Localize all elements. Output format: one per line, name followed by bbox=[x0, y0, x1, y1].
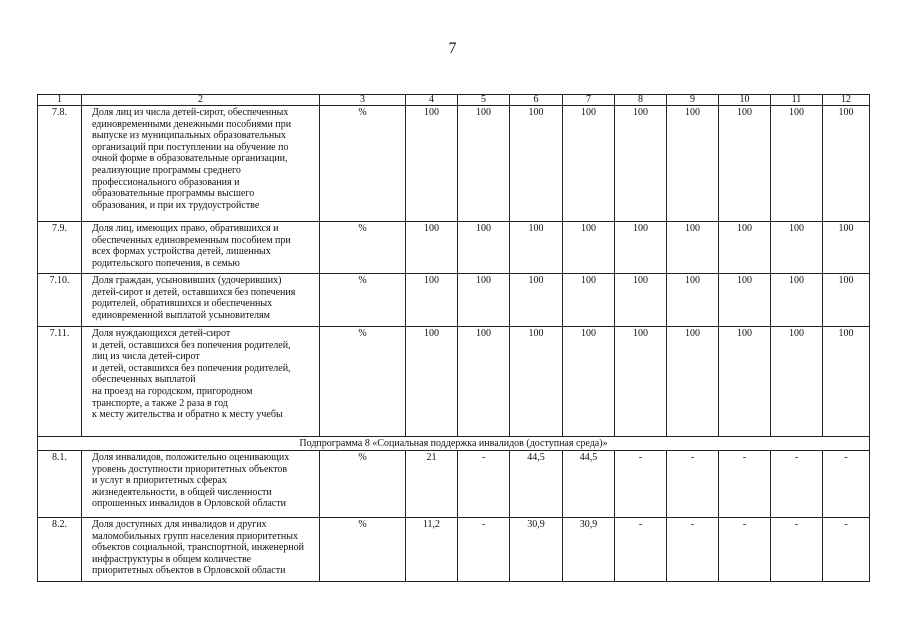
value-cell: 100 bbox=[823, 274, 870, 327]
indicators-table bbox=[37, 94, 870, 582]
value-cell: 100 bbox=[510, 327, 563, 437]
value-cell: - bbox=[615, 451, 667, 518]
row-number: 8.1. bbox=[38, 451, 82, 518]
value-cell: 100 bbox=[615, 327, 667, 437]
unit-cell: % bbox=[320, 451, 406, 518]
column-number: 7 bbox=[563, 95, 615, 106]
value-cell: 100 bbox=[615, 106, 667, 222]
value-cell: 100 bbox=[823, 106, 870, 222]
value-cell: 100 bbox=[406, 106, 458, 222]
value-cell: 100 bbox=[771, 327, 823, 437]
value-cell: 100 bbox=[510, 274, 563, 327]
column-number-header-row bbox=[38, 95, 870, 106]
column-number: 10 bbox=[719, 95, 771, 106]
column-number: 6 bbox=[510, 95, 563, 106]
column-number: 1 bbox=[38, 95, 82, 106]
row-number: 7.11. bbox=[38, 327, 82, 437]
value-cell: - bbox=[458, 518, 510, 582]
value-cell: 30,9 bbox=[510, 518, 563, 582]
value-cell: 100 bbox=[406, 274, 458, 327]
indicator-text: Доля лиц из числа детей-сирот, обеспеченных единовременными денежными пособиями при выпуске из муниципальных образовательных организаций при поступлении на обучение по очной форме в образовательные организации, реализующие программы среднего профессионального образования и образовательные программы высшего образования, и при их трудоустройстве bbox=[82, 106, 320, 222]
table-row bbox=[38, 518, 870, 582]
table-row bbox=[38, 274, 870, 327]
value-cell: - bbox=[458, 451, 510, 518]
row-number: 7.8. bbox=[38, 106, 82, 222]
column-number: 9 bbox=[667, 95, 719, 106]
value-cell: 44,5 bbox=[563, 451, 615, 518]
value-cell: - bbox=[719, 518, 771, 582]
table-row bbox=[38, 106, 870, 222]
value-cell: 100 bbox=[563, 274, 615, 327]
value-cell: 100 bbox=[563, 327, 615, 437]
value-cell: - bbox=[823, 451, 870, 518]
value-cell: 100 bbox=[823, 222, 870, 274]
column-number: 4 bbox=[406, 95, 458, 106]
value-cell: 100 bbox=[719, 106, 771, 222]
unit-cell: % bbox=[320, 327, 406, 437]
row-number: 7.9. bbox=[38, 222, 82, 274]
value-cell: 11,2 bbox=[406, 518, 458, 582]
value-cell: 100 bbox=[458, 274, 510, 327]
value-cell: 100 bbox=[823, 327, 870, 437]
value-cell: 100 bbox=[771, 274, 823, 327]
value-cell: 100 bbox=[458, 106, 510, 222]
column-number: 11 bbox=[771, 95, 823, 106]
row-number: 7.10. bbox=[38, 274, 82, 327]
value-cell: - bbox=[771, 451, 823, 518]
subprogram-header-row bbox=[38, 437, 870, 451]
value-cell: 100 bbox=[667, 327, 719, 437]
value-cell: 100 bbox=[406, 222, 458, 274]
value-cell: 100 bbox=[615, 274, 667, 327]
column-number: 2 bbox=[82, 95, 320, 106]
value-cell: 100 bbox=[563, 106, 615, 222]
value-cell: 100 bbox=[510, 222, 563, 274]
page-number: 7 bbox=[448, 40, 457, 57]
indicator-text: Доля нуждающихся детей-сирот и детей, оставшихся без попечения родителей, лиц из числа детей-сирот и детей, оставшихся без попечения родителей, обеспеченных выплатой на проезд на городском, пригородном транспорте, а также 2 раза в год к месту жительства и обратно к месту учебы bbox=[82, 327, 320, 437]
value-cell: 100 bbox=[719, 274, 771, 327]
column-number: 8 bbox=[615, 95, 667, 106]
indicator-text: Доля доступных для инвалидов и других маломобильных групп населения приоритетных объектов социальной, транспортной, инженерной инфраструктуры в общем количестве приоритетных объектов в Орловской области bbox=[82, 518, 320, 582]
value-cell: - bbox=[719, 451, 771, 518]
column-number: 12 bbox=[823, 95, 870, 106]
row-number: 8.2. bbox=[38, 518, 82, 582]
value-cell: 30,9 bbox=[563, 518, 615, 582]
value-cell: 100 bbox=[771, 222, 823, 274]
unit-cell: % bbox=[320, 518, 406, 582]
value-cell: 100 bbox=[771, 106, 823, 222]
unit-cell: % bbox=[320, 274, 406, 327]
value-cell: - bbox=[667, 451, 719, 518]
value-cell: 100 bbox=[406, 327, 458, 437]
value-cell: 100 bbox=[458, 222, 510, 274]
column-number: 3 bbox=[320, 95, 406, 106]
value-cell: - bbox=[771, 518, 823, 582]
table-row bbox=[38, 327, 870, 437]
value-cell: 100 bbox=[667, 106, 719, 222]
unit-cell: % bbox=[320, 106, 406, 222]
value-cell: 100 bbox=[719, 222, 771, 274]
indicator-text: Доля инвалидов, положительно оценивающих уровень доступности приоритетных объектов и услуг в приоритетных сферах жизнедеятельности, в общей численности опрошенных инвалидов в Орловской области bbox=[82, 451, 320, 518]
value-cell: 100 bbox=[719, 327, 771, 437]
value-cell: 100 bbox=[667, 222, 719, 274]
value-cell: 100 bbox=[563, 222, 615, 274]
unit-cell: % bbox=[320, 222, 406, 274]
value-cell: 21 bbox=[406, 451, 458, 518]
table-row bbox=[38, 451, 870, 518]
indicator-text: Доля граждан, усыновивших (удочеривших) детей-сирот и детей, оставшихся без попечения родителей, обратившихся и обеспеченных единовременной выплатой усыновителям bbox=[82, 274, 320, 327]
indicator-text: Доля лиц, имеющих право, обратившихся и обеспеченных единовременным пособием при всех формах устройства детей, лишенных родительского попечения, в семью bbox=[82, 222, 320, 274]
value-cell: 44,5 bbox=[510, 451, 563, 518]
value-cell: 100 bbox=[510, 106, 563, 222]
value-cell: 100 bbox=[667, 274, 719, 327]
column-number: 5 bbox=[458, 95, 510, 106]
value-cell: - bbox=[667, 518, 719, 582]
value-cell: - bbox=[823, 518, 870, 582]
value-cell: - bbox=[615, 518, 667, 582]
value-cell: 100 bbox=[458, 327, 510, 437]
table-row bbox=[38, 222, 870, 274]
value-cell: 100 bbox=[615, 222, 667, 274]
subprogram-title: Подпрограмма 8 «Социальная поддержка инвалидов (доступная среда)» bbox=[38, 437, 870, 451]
